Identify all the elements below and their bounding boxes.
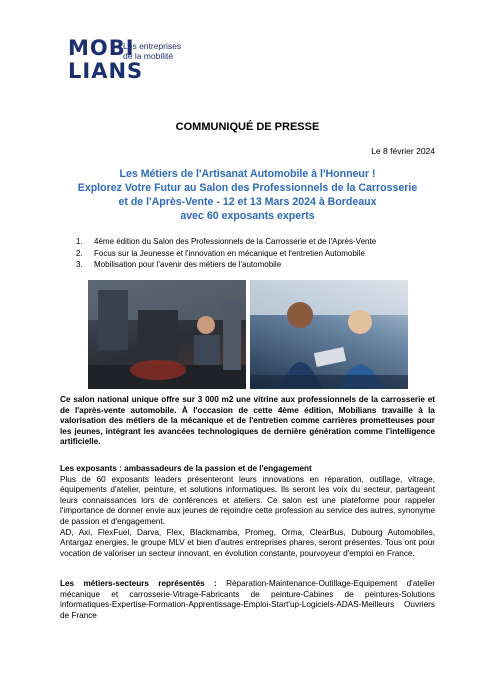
metiers-list-text: Réparation-Maintenance-Outillage-Equipement d'atelier mécanique et carrosserie-Vitrage-Fabricants de peinture-Cabines de peintures-Solutions informatiques-Expertise-Formation-Apprentissage-Emploi-Start'up-Logiciels-ADAS-Meilleurs Ouvriers de France (60, 579, 436, 620)
headline-line: avec 60 exposants experts (180, 210, 315, 222)
intro-paragraph: Ce salon national unique offre sur 3 000 m2 une vitrine aux professionnels de la carrosserie et de l'après-vente automobile. À l'occasion de cette 4ème édition, Mobilians travaille à la valorisation des métiers de la mécanique et de l'entretien comme carrières prometteuses pour les jeunes, intégrant les avancées technologiques de dernière génération comme l'intelligence artificielle. (60, 395, 435, 447)
list-number: 1. (76, 237, 83, 246)
headline-line: Les Métiers de l'Artisanat Automobile à l'Honneur ! (119, 168, 376, 180)
workshop-photo (88, 280, 246, 389)
list-number: 2. (76, 248, 83, 258)
list-item (76, 236, 376, 248)
metiers-section (60, 579, 435, 621)
mobilians-logo (68, 38, 208, 88)
logo-wordmark-bottom: LIANS (68, 59, 144, 83)
headline-line: et de l'Après-Vente - 12 et 13 Mars 2024 à Bordeaux (118, 196, 377, 208)
logo-wordmark-top: MOBI (68, 36, 135, 60)
exposants-section (60, 464, 435, 559)
list-text: Focus sur la Jeunesse et l'innovation en mécanique et l'entretien Automobile (94, 248, 365, 258)
list-text: 4ème édition du Salon des Professionnels de la Carrosserie et de l'Après-Vente (94, 237, 377, 246)
section-title: Les exposants : ambassadeurs de la passion et de l'engagement (60, 464, 312, 473)
release-date: Le 8 février 2024 (371, 146, 435, 156)
list-text: Mobilisation pour l'avenir des métiers de l'automobile (94, 260, 282, 269)
list-item (76, 259, 376, 271)
press-release-title: COMMUNIQUÉ DE PRESSE (175, 121, 320, 133)
section-paragraph: AD, Axi, FlexFuel, Darva, Flex, Blackmamba, Promeg, Orma, ClearBus, Dubourg Automobiles, Antargaz energies, le groupe MLV et bien d'autres entreprises phares, seront présentes. Tous ont pour vocation de valoriser un secteur innovant, en évolution constante, pourvoyeur d'emploi en France. (60, 527, 435, 558)
section-title: Les métiers-secteurs représentés : (60, 579, 217, 588)
headline-line: Explorez Votre Futur au Salon des Professionnels de la Carrosserie (77, 182, 418, 194)
section-paragraph: Plus de 60 exposants leaders présenteront leurs innovations en réparation, outillage, vitrage, équipements d'atelier, peinture, et solutions informatiques. Ils seront les voix du secteur, partageant leurs connaissances lors de conférences et ateliers. Ce salon est une plateforme pour rappeler l'importance de donner envie aux jeunes de rejoindre cette profession au service des autres, synonyme de passion et d'engagement. (60, 474, 435, 526)
logo-tagline-1: Les entreprises (123, 41, 182, 51)
list-number: 3. (76, 260, 83, 269)
headline (60, 167, 435, 223)
logo-tagline-2: de la mobilité (123, 51, 174, 61)
list-item (76, 248, 376, 260)
section-paragraph (60, 579, 435, 621)
students-photo (250, 280, 408, 389)
key-points-list (76, 236, 376, 271)
